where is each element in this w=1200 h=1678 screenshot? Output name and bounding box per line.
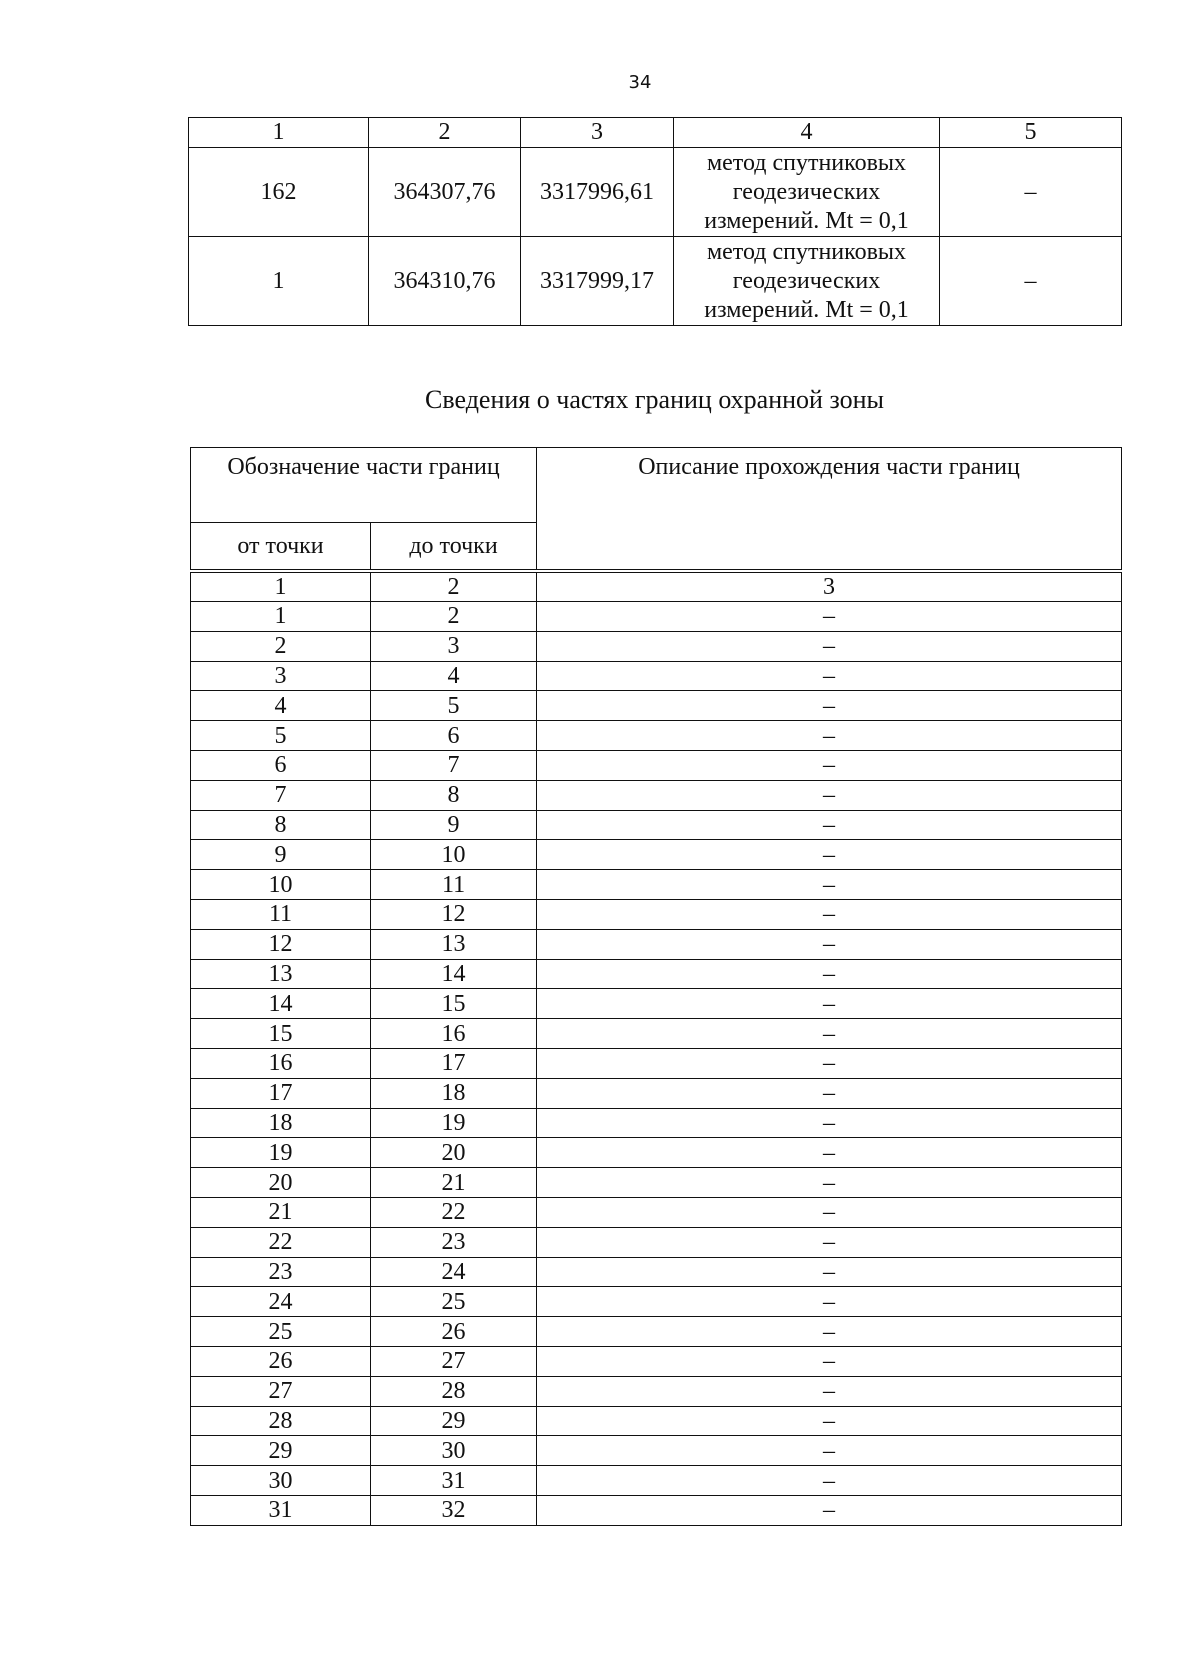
description-cell: – [537, 1227, 1122, 1257]
method-cell [674, 237, 940, 326]
method-line: геодезических [732, 178, 881, 205]
to-point-cell: 29 [371, 1406, 537, 1436]
coordinates-table [188, 117, 1122, 326]
table-row [191, 1138, 1122, 1168]
to-point-cell: 31 [371, 1466, 537, 1496]
column-number: 1 [191, 573, 371, 602]
coords-col-number: 4 [674, 118, 940, 148]
table-row [191, 989, 1122, 1019]
table-row [191, 1168, 1122, 1198]
to-point-cell: 11 [371, 870, 537, 900]
table-row [191, 1019, 1122, 1049]
from-point-cell: 23 [191, 1257, 371, 1287]
from-point-cell: 6 [191, 750, 371, 780]
to-point-cell: 13 [371, 929, 537, 959]
designation-header: Обозначение части границ [191, 448, 537, 523]
to-point-cell: 7 [371, 750, 537, 780]
table-row [191, 840, 1122, 870]
description-cell: – [537, 1197, 1122, 1227]
parts-header-row [191, 448, 1122, 523]
table-row [191, 1406, 1122, 1436]
to-point-cell: 10 [371, 840, 537, 870]
description-cell: – [537, 602, 1122, 632]
from-point-cell: 8 [191, 810, 371, 840]
note-cell: – [940, 237, 1122, 326]
from-point-cell: 4 [191, 691, 371, 721]
from-point-cell: 28 [191, 1406, 371, 1436]
to-point-cell: 18 [371, 1078, 537, 1108]
section-title: Сведения о частях границ охранной зоны [425, 385, 884, 414]
description-cell: – [537, 1436, 1122, 1466]
description-cell: – [537, 1466, 1122, 1496]
table-row [191, 1376, 1122, 1406]
description-cell: – [537, 1257, 1122, 1287]
to-point-cell: 32 [371, 1495, 537, 1525]
from-point-cell: 27 [191, 1376, 371, 1406]
table-row [191, 780, 1122, 810]
column-number: 3 [537, 573, 1122, 602]
table-row [191, 1078, 1122, 1108]
description-cell: – [537, 780, 1122, 810]
from-point-cell: 15 [191, 1019, 371, 1049]
to-point-cell: 2 [371, 602, 537, 632]
description-cell: – [537, 810, 1122, 840]
from-point-cell: 3 [191, 661, 371, 691]
description-cell: – [537, 959, 1122, 989]
table-row [191, 1436, 1122, 1466]
description-cell: – [537, 929, 1122, 959]
description-cell: – [537, 691, 1122, 721]
description-cell: – [537, 840, 1122, 870]
description-cell: – [537, 1376, 1122, 1406]
from-point-cell: 31 [191, 1495, 371, 1525]
table-row [191, 691, 1122, 721]
to-point-cell: 22 [371, 1197, 537, 1227]
from-point-cell: 26 [191, 1346, 371, 1376]
description-cell: – [537, 1168, 1122, 1198]
table-row [191, 721, 1122, 751]
table-row [191, 1048, 1122, 1078]
table-row [191, 1257, 1122, 1287]
method-line: измерений. Mt = 0,1 [704, 296, 909, 323]
to-point-header: до точки [371, 523, 537, 570]
description-cell: – [537, 1287, 1122, 1317]
description-cell: – [537, 1138, 1122, 1168]
table-row [191, 661, 1122, 691]
to-point-cell: 25 [371, 1287, 537, 1317]
to-point-cell: 8 [371, 780, 537, 810]
column-number: 2 [371, 573, 537, 602]
table-row [191, 602, 1122, 632]
table-row [191, 1227, 1122, 1257]
table-row [191, 1495, 1122, 1525]
table-row [191, 1466, 1122, 1496]
coords-col-number: 5 [940, 118, 1122, 148]
method-line: измерений. Mt = 0,1 [704, 207, 909, 234]
from-point-cell: 11 [191, 899, 371, 929]
coords-col-number: 1 [189, 118, 369, 148]
to-point-cell: 30 [371, 1436, 537, 1466]
from-point-cell: 5 [191, 721, 371, 751]
page-number: 34 [628, 72, 652, 93]
to-point-cell: 5 [371, 691, 537, 721]
from-point-cell: 10 [191, 870, 371, 900]
column-number-row [191, 573, 1122, 602]
from-point-cell: 9 [191, 840, 371, 870]
point-number: 1 [189, 237, 369, 326]
description-cell: – [537, 1019, 1122, 1049]
to-point-cell: 4 [371, 661, 537, 691]
table-row [191, 870, 1122, 900]
coords-header-row [189, 118, 1122, 148]
description-cell: – [537, 870, 1122, 900]
to-point-cell: 15 [371, 989, 537, 1019]
to-point-cell: 27 [371, 1346, 537, 1376]
table-row [189, 237, 1122, 326]
table-row [191, 1317, 1122, 1347]
table-row [191, 1287, 1122, 1317]
method-cell [674, 148, 940, 237]
from-point-cell: 30 [191, 1466, 371, 1496]
from-point-cell: 25 [191, 1317, 371, 1347]
description-cell: – [537, 721, 1122, 751]
method-line: геодезических [732, 267, 881, 294]
from-point-cell: 12 [191, 929, 371, 959]
to-point-cell: 20 [371, 1138, 537, 1168]
to-point-cell: 26 [371, 1317, 537, 1347]
description-cell: – [537, 1495, 1122, 1525]
from-point-cell: 24 [191, 1287, 371, 1317]
note-cell: – [940, 148, 1122, 237]
description-cell: – [537, 661, 1122, 691]
to-point-cell: 24 [371, 1257, 537, 1287]
from-point-cell: 21 [191, 1197, 371, 1227]
from-point-cell: 13 [191, 959, 371, 989]
table-row [191, 929, 1122, 959]
to-point-cell: 9 [371, 810, 537, 840]
to-point-cell: 21 [371, 1168, 537, 1198]
from-point-cell: 1 [191, 602, 371, 632]
description-cell: – [537, 750, 1122, 780]
from-point-cell: 2 [191, 631, 371, 661]
table-row [191, 1108, 1122, 1138]
to-point-cell: 28 [371, 1376, 537, 1406]
from-point-cell: 29 [191, 1436, 371, 1466]
method-line: метод спутниковых [706, 238, 907, 265]
y-coordinate: 3317996,61 [521, 148, 674, 237]
table-row [191, 810, 1122, 840]
to-point-cell: 14 [371, 959, 537, 989]
coords-col-number: 2 [369, 118, 521, 148]
table-row [191, 899, 1122, 929]
description-cell: – [537, 1048, 1122, 1078]
method-line: метод спутниковых [706, 149, 907, 176]
description-cell: – [537, 989, 1122, 1019]
from-point-cell: 7 [191, 780, 371, 810]
from-point-cell: 16 [191, 1048, 371, 1078]
x-coordinate: 364310,76 [369, 237, 521, 326]
to-point-cell: 12 [371, 899, 537, 929]
description-cell: – [537, 1317, 1122, 1347]
from-point-cell: 19 [191, 1138, 371, 1168]
from-point-cell: 17 [191, 1078, 371, 1108]
from-point-cell: 20 [191, 1168, 371, 1198]
from-point-cell: 18 [191, 1108, 371, 1138]
table-row [189, 148, 1122, 237]
description-cell: – [537, 631, 1122, 661]
from-point-cell: 22 [191, 1227, 371, 1257]
to-point-cell: 16 [371, 1019, 537, 1049]
from-point-cell: 14 [191, 989, 371, 1019]
description-header: Описание прохождения части границ [537, 448, 1122, 570]
boundary-parts-table [190, 447, 1122, 1526]
coords-col-number: 3 [521, 118, 674, 148]
description-cell: – [537, 899, 1122, 929]
table-row [191, 1197, 1122, 1227]
table-row [191, 750, 1122, 780]
description-cell: – [537, 1406, 1122, 1436]
description-cell: – [537, 1078, 1122, 1108]
to-point-cell: 23 [371, 1227, 537, 1257]
to-point-cell: 17 [371, 1048, 537, 1078]
to-point-cell: 19 [371, 1108, 537, 1138]
point-number: 162 [189, 148, 369, 237]
description-cell: – [537, 1346, 1122, 1376]
table-row [191, 631, 1122, 661]
table-row [191, 959, 1122, 989]
x-coordinate: 364307,76 [369, 148, 521, 237]
description-cell: – [537, 1108, 1122, 1138]
table-row [191, 1346, 1122, 1376]
from-point-header: от точки [191, 523, 371, 570]
to-point-cell: 6 [371, 721, 537, 751]
to-point-cell: 3 [371, 631, 537, 661]
y-coordinate: 3317999,17 [521, 237, 674, 326]
